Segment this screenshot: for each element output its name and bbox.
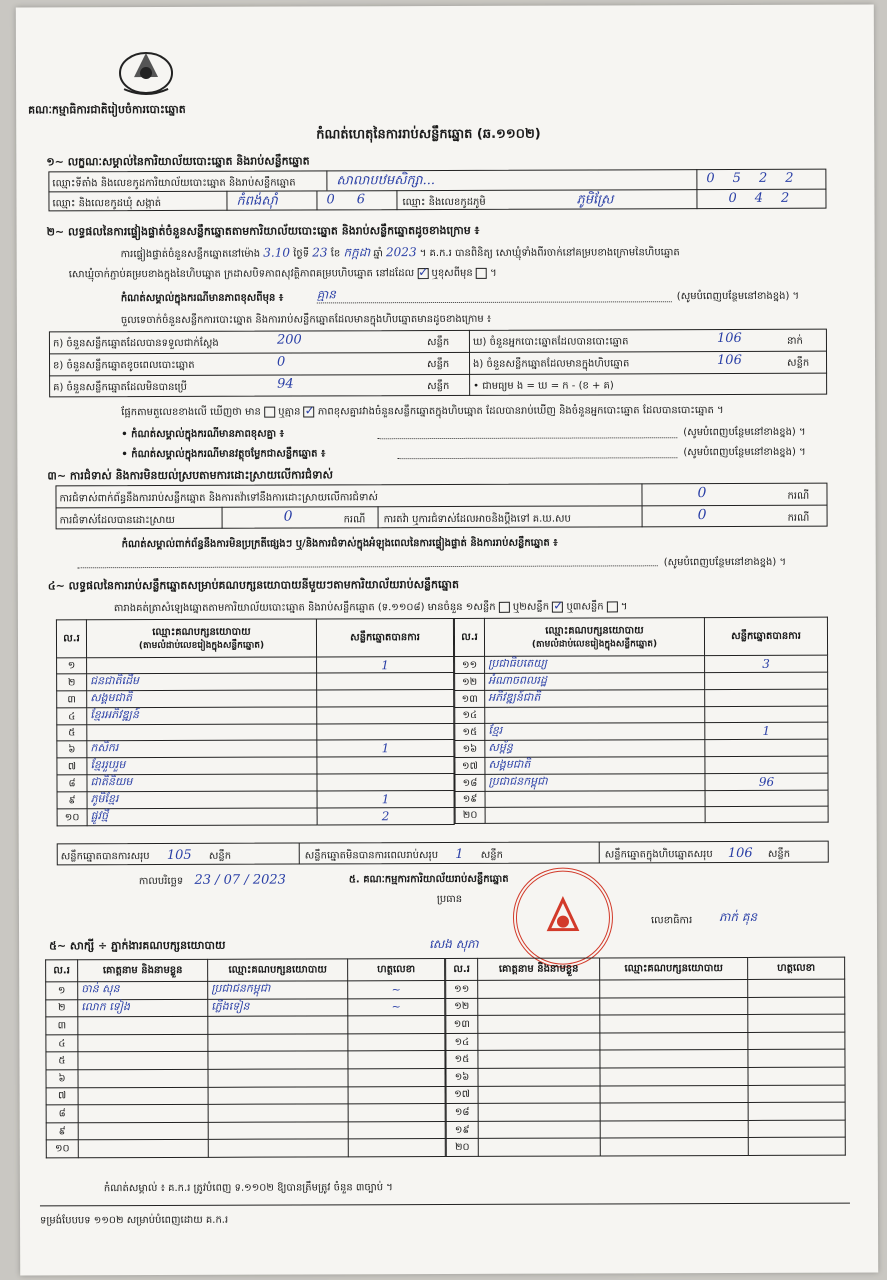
result-votes bbox=[705, 756, 828, 773]
footnote: កំណត់សម្គាល់ ៖ គ.ក.រ ត្រូវបំពេញ ទ.១១០២ ឱ្យបានត្រឹមត្រូវ ចំនួន ៣ច្បាប់ ។ bbox=[103, 1182, 393, 1195]
secretary-name: ភាក់ គុន bbox=[718, 909, 758, 925]
result-no: ១៨ bbox=[455, 774, 485, 791]
appeal-label: ការតវ៉ា ឬការជំទាស់ដែលអាចនិងប្តឹងទៅ គ.ឃ.សប bbox=[383, 513, 571, 526]
witness-no: ៧ bbox=[46, 1087, 78, 1105]
result-row bbox=[455, 706, 828, 723]
witness-name-header-right: គោត្តនាម និងនាមខ្លួន bbox=[478, 958, 600, 980]
count-row-value: 200 bbox=[276, 332, 302, 348]
witness-signature: ~ bbox=[348, 981, 445, 999]
witness-row bbox=[446, 1032, 845, 1051]
result-no: ១ bbox=[57, 658, 87, 674]
count-row-label: គ) ចំនួនសន្លឹកឆ្នោតដែលមិនបានប្រើ bbox=[53, 381, 187, 394]
witness-party bbox=[600, 1138, 748, 1156]
witness-party bbox=[600, 1015, 748, 1033]
result-party: ជាតិនិយម bbox=[87, 774, 317, 792]
witness-party bbox=[208, 1034, 348, 1052]
difference-note-label: កំណត់សម្គាល់ក្នុងករណីមានភាពខុសពីមុន ៖ bbox=[120, 292, 284, 305]
section-3-title: ៣~ ការជំទាស់ និងការមិនយល់ស្របតាមការដោះស្រាយលើការជំទាស់ bbox=[47, 468, 333, 483]
witness-no: ២ bbox=[46, 999, 78, 1017]
witness-party bbox=[600, 1050, 748, 1068]
result-party: កសិករ bbox=[87, 740, 317, 758]
result-party bbox=[485, 791, 705, 808]
witness-no: ១៨ bbox=[446, 1104, 478, 1122]
witness-name bbox=[478, 998, 600, 1016]
witness-party-header-right: ឈ្មោះគណបក្សនយោបាយ bbox=[600, 957, 748, 980]
result-no: ៧ bbox=[57, 758, 87, 775]
total-invalid: សន្លឹកឆ្នោតមិនបានការពេលរាប់សរុប 1 សន្លឹក bbox=[304, 846, 503, 862]
count-row-right-label: ឃ) ចំនួនអ្នកបោះឆ្នោតដែលបានបោះឆ្នោត bbox=[472, 336, 629, 348]
result-no: ៨ bbox=[57, 775, 87, 792]
inspection-day: 23 bbox=[312, 245, 328, 260]
witness-signature bbox=[348, 1086, 445, 1104]
witness-table-left bbox=[45, 958, 446, 1158]
result-votes bbox=[705, 706, 828, 722]
witness-signature bbox=[348, 1104, 445, 1122]
witness-signature bbox=[348, 1068, 445, 1086]
count-row-unit: សន្លឹក bbox=[427, 358, 450, 371]
form-footer: ទម្រង់បែបបទ ១១០២ សម្រាប់បំពេញដោយ គ.ក.រ bbox=[40, 1214, 229, 1227]
result-party bbox=[485, 707, 705, 724]
foreign-object-hint: (សូមបំពេញបន្ថែមនៅខាងខ្នង) ។ bbox=[683, 446, 806, 459]
witness-party bbox=[600, 979, 748, 997]
count-row-unit: សន្លឹក bbox=[427, 380, 450, 393]
col-party-header: ឈ្មោះគណបក្សនយោបាយ (តាមលំដាប់លេខរៀងក្នុងសន្លឹកឆ្នោត) bbox=[86, 619, 316, 658]
seal-changed-checkbox[interactable] bbox=[476, 267, 487, 278]
witness-row bbox=[46, 1121, 445, 1140]
col-votes-header-right: សន្លឹកឆ្នោតបានការ bbox=[704, 617, 827, 655]
discrepancy-hint: (សូមបំពេញបន្ថែមនៅខាងខ្នង) ។ bbox=[683, 426, 806, 439]
result-no: ១៧ bbox=[455, 757, 485, 774]
witness-signature bbox=[348, 1016, 445, 1034]
section-4-title: ៤~ លទ្ធផលនៃការរាប់សន្លឹកឆ្នោតសម្រាប់គណបក្សនយោបាយនីមួយៗតាមការិយាល័យរាប់សន្លឹកឆ្នោត bbox=[47, 577, 459, 593]
result-party: សង្គមជាតិ bbox=[87, 690, 317, 708]
result-party: ខ្មែរអភិវឌ្ឍន៍ bbox=[87, 707, 317, 725]
witness-table-right bbox=[445, 957, 846, 1157]
witness-row bbox=[446, 1049, 845, 1068]
count-row-right-label: ង) ចំនួនសន្លឹកឆ្នោតដែលមានក្នុងហិបឆ្នោត bbox=[473, 358, 630, 370]
result-votes bbox=[317, 689, 454, 706]
count-row-value: 94 bbox=[277, 376, 294, 392]
witness-signature bbox=[748, 1049, 845, 1067]
result-no: ១០ bbox=[57, 809, 87, 826]
chair-label: ប្រធាន bbox=[436, 893, 463, 906]
secretary-label: លេខាធិការ bbox=[650, 915, 693, 927]
witness-no-header: ល.រ bbox=[46, 960, 78, 982]
result-votes: 2 bbox=[317, 807, 454, 824]
count-row-unit: សន្លឹក bbox=[426, 336, 450, 349]
witness-name bbox=[478, 1103, 600, 1121]
result-no: ៦ bbox=[57, 741, 87, 758]
witness-row bbox=[446, 1014, 845, 1033]
royal-emblem-icon bbox=[114, 43, 178, 97]
result-votes bbox=[317, 723, 454, 739]
result-votes: 1 bbox=[705, 722, 828, 739]
witness-party bbox=[208, 1051, 348, 1069]
result-votes: 1 bbox=[317, 790, 454, 807]
commune-code: 06 bbox=[326, 192, 388, 208]
tally-3-sheet-checkbox[interactable] bbox=[607, 601, 618, 612]
witness-signature bbox=[748, 1120, 845, 1138]
result-votes: 1 bbox=[317, 656, 454, 672]
commune-value: កំពង់ស៊ាំ bbox=[236, 193, 278, 209]
result-no: ១៩ bbox=[455, 791, 485, 807]
result-row bbox=[455, 672, 828, 690]
result-votes bbox=[705, 689, 828, 706]
count-row-right-label: • ជាមធ្យម ង = ឃ = ក - (ខ + គ) bbox=[473, 380, 614, 392]
result-no: ២០ bbox=[455, 807, 485, 823]
result-row bbox=[455, 655, 828, 673]
witness-sign-header: ហត្ថលេខា bbox=[348, 959, 445, 981]
office-label: ឈ្មោះទីតាំង និងលេខកូដការិយាល័យបោះឆ្នោត និងរាប់សន្លឹកឆ្នោត bbox=[52, 177, 296, 190]
witness-signature bbox=[748, 1014, 845, 1032]
tally-1-sheet-checkbox[interactable] bbox=[499, 601, 510, 612]
irregularity-hint: (សូមបំពេញបន្ថែមនៅខាងខ្នង) ។ bbox=[663, 556, 787, 569]
difference-note-value: គ្មាន bbox=[316, 287, 336, 302]
witness-party bbox=[600, 997, 748, 1015]
result-no: ៤ bbox=[57, 708, 87, 725]
results-table-left bbox=[56, 618, 455, 826]
seal-unchanged-checkbox[interactable] bbox=[417, 268, 428, 279]
witness-row bbox=[46, 998, 445, 1017]
official-seal-icon bbox=[513, 867, 613, 967]
witness-signature bbox=[348, 1121, 445, 1139]
total-invalid-value: 1 bbox=[455, 846, 464, 862]
tally-2-sheet-checkbox[interactable] bbox=[552, 601, 563, 612]
resolved-label: ការជំទាស់ដែលបានដោះស្រាយ bbox=[59, 514, 175, 527]
org-name: គណៈកម្មាធិការជាតិរៀបចំការបោះឆ្នោត bbox=[28, 102, 186, 117]
witness-name bbox=[478, 1050, 600, 1068]
witness-row bbox=[46, 1139, 445, 1158]
witness-name bbox=[478, 980, 600, 998]
witness-no: ១៧ bbox=[446, 1086, 478, 1104]
result-party: ជនជាតិដើម bbox=[87, 673, 317, 691]
result-no: ១១ bbox=[455, 656, 485, 673]
complaints-unit: ករណី bbox=[787, 490, 810, 502]
witness-name bbox=[78, 1104, 208, 1122]
result-votes: 3 bbox=[705, 655, 828, 672]
result-party: អំណាចពលរដ្ឋ bbox=[485, 673, 705, 691]
witness-party bbox=[600, 1103, 748, 1121]
count-row-value: 0 bbox=[277, 354, 286, 370]
result-no: ១៣ bbox=[455, 690, 485, 707]
witness-no: ១៩ bbox=[446, 1121, 478, 1139]
result-no: ២ bbox=[57, 674, 87, 691]
total-valid: សន្លឹកឆ្នោតបានការសរុប 105 សន្លឹក bbox=[60, 847, 232, 863]
witness-name: ចាន់ សុន bbox=[78, 981, 208, 999]
witness-row bbox=[46, 1068, 445, 1087]
irregularity-note: កំណត់សម្គាល់ពាក់ព័ន្ធនឹងការមិនប្រក្រតីផ្សេងៗ ឬ/និងការជំទាស់ក្នុងអំឡុងពេលនៃការផ្ទៀងផ្ទាត់ និងការរាប់សន្លឹកឆ្នោត ៖ bbox=[121, 537, 558, 551]
witness-no: ៥ bbox=[46, 1052, 78, 1070]
result-row bbox=[57, 689, 454, 707]
witness-party bbox=[208, 1139, 348, 1157]
result-row bbox=[57, 756, 454, 774]
witness-party bbox=[208, 1122, 348, 1140]
witness-name bbox=[78, 1122, 208, 1140]
witness-signature bbox=[348, 1033, 445, 1051]
result-party: ខ្មែរ bbox=[485, 723, 705, 741]
witness-name bbox=[478, 1015, 600, 1033]
result-row bbox=[455, 722, 828, 740]
witness-signature: ~ bbox=[348, 998, 445, 1016]
witness-no: ២០ bbox=[446, 1139, 478, 1157]
witness-party bbox=[208, 1086, 348, 1104]
result-party bbox=[87, 724, 317, 741]
date-line: កាលបរិច្ឆេទ 23 / 07 / 2023 bbox=[138, 872, 286, 888]
result-party: សង្គមជាតិ bbox=[485, 757, 705, 775]
witness-row bbox=[46, 981, 445, 1000]
witness-signature bbox=[748, 1102, 845, 1120]
total-in-box-value: 106 bbox=[727, 845, 753, 862]
result-votes bbox=[705, 806, 828, 822]
witness-row bbox=[46, 1086, 445, 1105]
witness-name bbox=[78, 1087, 208, 1105]
col-party-header-right: ឈ្មោះគណបក្សនយោបាយ (តាមលំដាប់លេខរៀងក្នុងសន្លឹកឆ្នោត) bbox=[484, 618, 704, 657]
witness-party bbox=[600, 1032, 748, 1050]
result-row bbox=[57, 773, 454, 791]
witness-signature bbox=[748, 1032, 845, 1050]
appeal-value: 0 bbox=[697, 507, 707, 524]
witness-row bbox=[46, 1033, 445, 1052]
result-votes: 96 bbox=[705, 773, 828, 790]
result-no: ៣ bbox=[57, 691, 87, 708]
witness-signature bbox=[748, 1137, 845, 1155]
discrepancy-line: ផ្អែកតាមតួលេខខាងលើ ឃើញថា មាន ឬគ្មាន ✓ ភាពខុសគ្នារវាងចំនួនសន្លឹកឆ្នោតក្នុងហិបឆ្នោត ដែលបានរាប់ឃើញ និងចំនួនអ្នកបោះឆ្នោត ដែលបានបោះឆ្នោត ។ bbox=[121, 403, 723, 420]
result-votes bbox=[317, 706, 454, 723]
witness-no: ៣ bbox=[46, 1017, 78, 1035]
witness-signature bbox=[348, 1051, 445, 1069]
witness-row bbox=[46, 1051, 445, 1070]
result-party: ភូមិខ្មែរ bbox=[87, 791, 317, 809]
witness-row bbox=[446, 1120, 845, 1139]
result-party: ប្រជាធិបតេយ្យ bbox=[485, 656, 705, 674]
result-votes bbox=[317, 672, 454, 689]
witness-name bbox=[78, 1034, 208, 1052]
result-no: ៥ bbox=[57, 725, 87, 741]
witness-name bbox=[78, 1017, 208, 1035]
col-votes-header: សន្លឹកឆ្នោតបានការ bbox=[316, 618, 453, 656]
appeal-unit: ករណី bbox=[787, 512, 810, 524]
foreign-object-note: • កំណត់សម្គាល់ក្នុងករណីមានវត្ថុចម្លែកជាសន្លឹកឆ្នោត ៖ bbox=[121, 448, 326, 461]
section-5-title: ៥~ សាក្សី ÷ ភ្នាក់ងារគណបក្សនយោបាយ bbox=[49, 938, 226, 953]
witness-row bbox=[446, 1102, 845, 1121]
result-party: សម្ព័ន្ធ bbox=[485, 740, 705, 758]
results-table-right bbox=[454, 617, 829, 824]
witness-signature bbox=[748, 979, 845, 997]
witness-row bbox=[446, 979, 845, 998]
difference-note-hint: (សូមបំពេញបន្ថែមនៅខាងខ្នង) ។ bbox=[676, 290, 800, 303]
witness-party: ប្រជាជនកម្ពុជា bbox=[208, 981, 348, 999]
witness-row bbox=[446, 997, 845, 1016]
result-row bbox=[57, 706, 454, 724]
discrepancy-no-checkbox[interactable] bbox=[304, 406, 315, 417]
date-value: 23 / 07 / 2023 bbox=[194, 872, 286, 888]
witness-name bbox=[478, 1068, 600, 1086]
witness-row bbox=[446, 1067, 845, 1086]
col-no-header-right: ល.រ bbox=[454, 618, 484, 656]
result-no: ១៥ bbox=[455, 723, 485, 740]
witness-party bbox=[208, 1104, 348, 1122]
result-row bbox=[57, 739, 454, 757]
witness-no: ១១ bbox=[446, 980, 478, 998]
witness-name bbox=[78, 1052, 208, 1070]
result-no: ១៤ bbox=[455, 707, 485, 723]
result-votes bbox=[705, 672, 828, 689]
witness-party bbox=[600, 1120, 748, 1138]
result-votes bbox=[317, 756, 454, 773]
tally-sheet-line: តារាងគត់ត្រាសំឡេងឆ្នោតតាមការិយាល័យបោះឆ្នោត និងរាប់សន្លឹកឆ្នោត (ទ.១១០៨) មានចំនួន ១សន្លឹក ឬ២សន្លឹក ✓ ឬ៣សន្លឹក ។ bbox=[114, 599, 628, 616]
count-row-right-unit: នាក់ bbox=[786, 335, 803, 347]
count-intro: ចួលទេចាក់ចំនួនសន្លឹកការបោះឆ្នោត និងការរាប់សន្លឹកឆ្នោតដែលមានក្នុងហិបឆ្នោតមានដូចខាងក្រោម ៖ bbox=[120, 313, 492, 327]
witness-no-header-right: ល.រ bbox=[446, 958, 478, 980]
result-row bbox=[57, 807, 454, 825]
village-code: 042 bbox=[728, 190, 808, 207]
result-row bbox=[57, 790, 454, 808]
witness-name: លោក ទៀង bbox=[78, 999, 208, 1017]
witness-no: ១៤ bbox=[446, 1033, 478, 1051]
witness-row bbox=[46, 1104, 445, 1123]
resolved-value: 0 bbox=[283, 508, 293, 525]
discrepancy-yes-checkbox[interactable] bbox=[264, 406, 275, 417]
total-valid-value: 105 bbox=[166, 847, 192, 863]
result-no: ៩ bbox=[57, 792, 87, 809]
section-2-title: ២~ លទ្ធផលនៃការផ្ទៀងផ្ទាត់ចំនួនសន្លឹកឆ្នោតតាមការិយាល័យបោះឆ្នោត និងរាប់សន្លឹកឆ្នោតដូចខាងក្រោម ៖ bbox=[46, 223, 480, 239]
total-in-box: សន្លឹកឆ្នោតក្នុងហិបឆ្នោតសរុប 106 សន្លឹក bbox=[604, 845, 791, 862]
village-value: ភូមិស្រែ bbox=[576, 192, 614, 208]
witness-row bbox=[446, 1085, 845, 1104]
inspection-line-2: សោឃ្មុំចាក់ភ្ជាប់គម្របខាងក្នុងនៃហិបឆ្នោត ក្រដាសបិទភាពសុវត្ថិភាពគម្របហិបឆ្នោត នៅដដែល ✓ ឬខុសពីមុន ។ bbox=[69, 266, 497, 282]
witness-sign-header-right: ហត្ថលេខា bbox=[748, 957, 845, 979]
witness-row bbox=[46, 1016, 445, 1035]
chair-name: សេង សុភា bbox=[429, 936, 479, 952]
form-title: កំណត់ហេតុនៃការរាប់សន្លឹកឆ្នោត (ឆ.១១០២) bbox=[316, 126, 541, 143]
result-row bbox=[57, 672, 454, 690]
result-row bbox=[455, 773, 828, 791]
col-no-header: ល.រ bbox=[56, 620, 86, 658]
witness-no: ៨ bbox=[46, 1105, 78, 1123]
witness-no: ៤ bbox=[46, 1035, 78, 1053]
witness-party-header: ឈ្មោះគណបក្សនយោបាយ bbox=[208, 959, 348, 981]
discrepancy-note: • កំណត់សម្គាល់ក្នុងករណីមានភាពខុសគ្នា ៖ bbox=[121, 428, 285, 441]
witness-no: ១០ bbox=[46, 1140, 78, 1158]
result-party: ផ្លូវថ្មី bbox=[87, 808, 317, 826]
witness-no: ១៣ bbox=[446, 1016, 478, 1034]
inspection-month: កក្កដា bbox=[343, 245, 371, 260]
witness-name-header: គោត្តនាម និងនាមខ្លួន bbox=[78, 959, 208, 981]
witness-name bbox=[78, 1069, 208, 1087]
witness-no: ៩ bbox=[46, 1123, 78, 1141]
witness-signature bbox=[348, 1139, 445, 1157]
inspection-line-1: ការផ្ទៀងផ្ទាត់ចំនួនសន្លឹកឆ្នោតនៅម៉ោង 3.10 ថ្ងៃទី 23 ខែ កក្កដា ឆ្នាំ 2023 ។ គ.ក.រ បានពិនិត្យ សោឃ្មុំទាំងពីរចាក់នៅគម្របខាងក្រោមនៃហិបឆ្នោត bbox=[120, 245, 680, 261]
count-row-label: ក) ចំនួនសន្លឹកឆ្នោតដែលបានទទួលជាក់ស្តែង bbox=[52, 337, 219, 350]
result-party bbox=[87, 657, 317, 674]
witness-party bbox=[208, 1016, 348, 1034]
result-no: ១៦ bbox=[455, 740, 485, 757]
witness-party bbox=[600, 1067, 748, 1085]
witness-no: ១២ bbox=[446, 998, 478, 1016]
witness-signature bbox=[748, 1085, 845, 1103]
witness-no: ១៥ bbox=[446, 1051, 478, 1069]
result-votes bbox=[705, 739, 828, 756]
witness-party bbox=[600, 1085, 748, 1103]
witness-row bbox=[446, 1137, 845, 1156]
complaints-value: 0 bbox=[697, 485, 707, 502]
office-value: សាលាបឋមសិក្សា... bbox=[336, 173, 436, 189]
form-sheet bbox=[16, 5, 878, 1276]
result-party: ប្រជាជនកម្ពុជា bbox=[485, 774, 705, 792]
result-row bbox=[455, 806, 828, 823]
count-row-right-unit: សន្លឹក bbox=[787, 357, 810, 369]
result-row bbox=[455, 790, 828, 807]
result-row bbox=[455, 689, 828, 707]
witness-name bbox=[478, 1121, 600, 1139]
witness-no: ១ bbox=[46, 982, 78, 1000]
witness-signature bbox=[748, 997, 845, 1015]
witness-name bbox=[478, 1086, 600, 1104]
count-row-right-value: 106 bbox=[716, 330, 742, 347]
result-no: ១២ bbox=[455, 673, 485, 690]
complaints-label: ការជំទាស់ពាក់ព័ន្ធនឹងការរាប់សន្លឹកឆ្នោត និងការតវ៉ាទៅនឹងការដោះស្រាយលើការជំទាស់ bbox=[59, 492, 378, 505]
result-row bbox=[455, 739, 828, 757]
result-party: អភិវឌ្ឍន៍ជាតិ bbox=[485, 690, 705, 708]
result-row bbox=[57, 723, 454, 740]
inspection-year: 2023 bbox=[385, 245, 417, 260]
result-party: ខ្មែររួបរួម bbox=[87, 757, 317, 775]
village-label: ឈ្មោះ និងលេខកូដភូមិ bbox=[402, 196, 486, 209]
result-party bbox=[485, 807, 705, 824]
result-votes: 1 bbox=[317, 739, 454, 756]
witness-signature bbox=[748, 1067, 845, 1085]
signing-committee: ៥. គណៈកម្មការការិយាល័យរាប់សន្លឹកឆ្នោត bbox=[348, 873, 509, 886]
witness-party bbox=[208, 1069, 348, 1087]
witness-no: ១៦ bbox=[446, 1068, 478, 1086]
count-row-right-value: 106 bbox=[717, 352, 742, 369]
office-code: 0522 bbox=[706, 170, 812, 187]
result-row bbox=[455, 756, 828, 774]
result-votes bbox=[705, 790, 828, 806]
witness-no: ៦ bbox=[46, 1070, 78, 1088]
result-row bbox=[57, 656, 454, 673]
count-row-label: ខ) ចំនួនសន្លឹកឆ្នោតខូចពេលបោះឆ្នោត bbox=[53, 359, 195, 372]
resolved-unit: ករណី bbox=[343, 514, 366, 526]
witness-party: ភ្លើងទៀន bbox=[208, 998, 348, 1016]
section-1-title: ១~ លក្ខណៈសម្គាល់នៃការិយាល័យបោះឆ្នោត និងរាប់សន្លឹកឆ្នោត bbox=[46, 154, 310, 169]
witness-name bbox=[478, 1138, 600, 1156]
commune-label: ឈ្មោះ និងលេខកូដឃុំ សង្កាត់ bbox=[52, 197, 162, 210]
result-votes bbox=[317, 773, 454, 790]
witness-name bbox=[478, 1033, 600, 1051]
witness-name bbox=[78, 1140, 208, 1158]
inspection-time: 3.10 bbox=[263, 245, 291, 260]
